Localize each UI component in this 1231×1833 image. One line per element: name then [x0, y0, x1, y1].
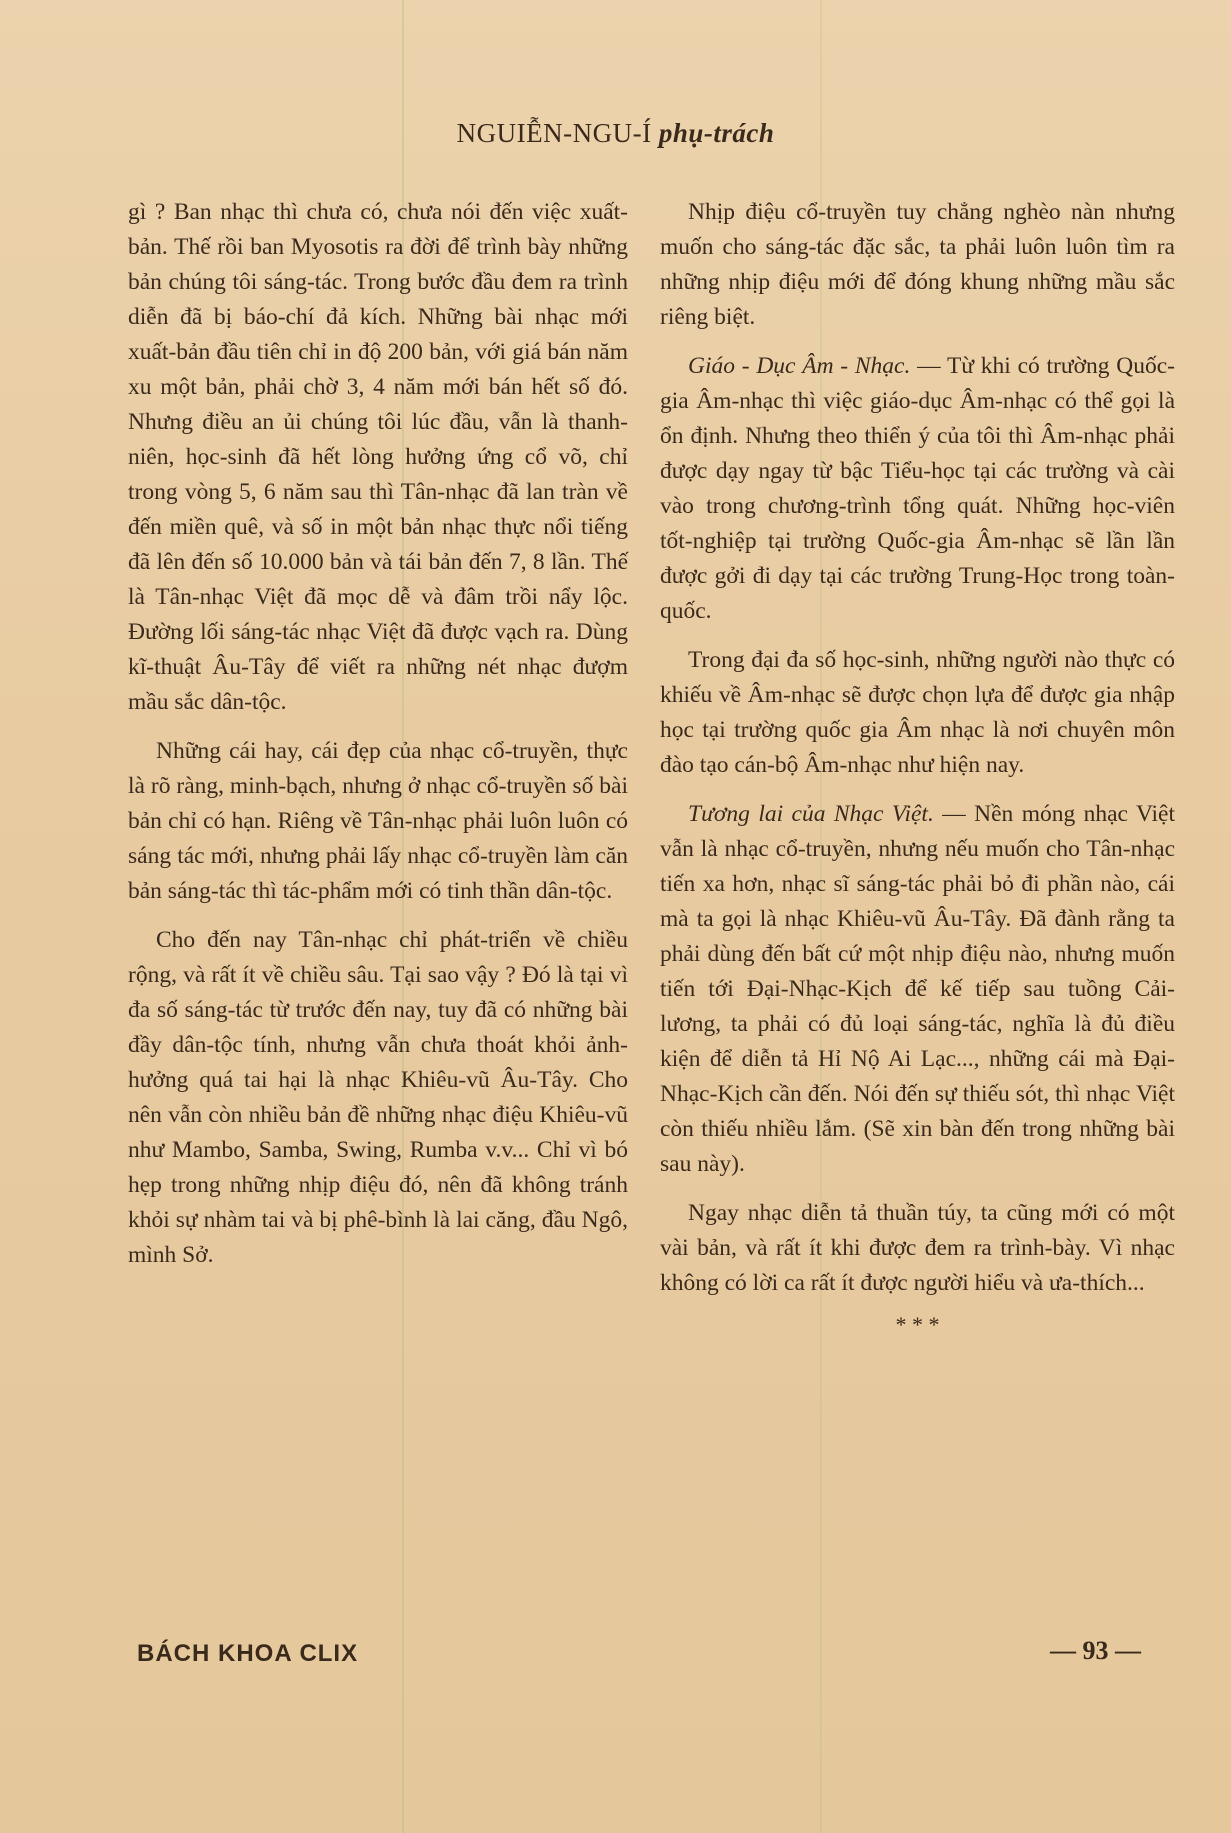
left-paragraph-2: Những cái hay, cái đẹp của nhạc cổ-truyền, thực là rõ ràng, minh-bạch, nhưng ở nhạc cổ-truyền số bài bản chỉ có hạn. Riêng về Tân-nhạc phải luôn luôn có sáng tác mới, nhưng phải lấy nhạc cổ-truyền làm căn bản sáng-tác thì tác-phẩm mới có tinh thần dân-tộc.: [128, 738, 628, 904]
section-heading-giao-duc: Giáo - Dục Âm - Nhạc.: [688, 353, 911, 379]
right-column: [660, 195, 1175, 1335]
right-paragraph-4: [660, 797, 1175, 1182]
header-role: phụ-trách: [658, 118, 775, 148]
footer-page-number: — 93 —: [1050, 1636, 1141, 1665]
header-author: NGUIỄN-NGU-Í: [456, 118, 652, 148]
right-paragraph-5: Ngay nhạc diễn tả thuần túy, ta cũng mới có một vài bản, và rất ít khi được đem ra trình-bày. Vì nhạc không có lời ca rất ít được người hiểu và ưa-thích...: [660, 1200, 1175, 1296]
right-paragraph-4-text: — Nền móng nhạc Việt vẫn là nhạc cổ-truyền, nhưng nếu muốn cho Tân-nhạc tiến xa hơn, nhạc sĩ sáng-tác phải bỏ đi phần nào, cái mà ta gọi là nhạc Khiêu-vũ Âu-Tây. Đã đành rằng ta phải dùng đến bất cứ một nhịp điệu nào, nhưng muốn tiến tới Đại-Nhạc-Kịch để kế tiếp sau tuồng Cải-lương, ta phải có đủ loại sáng-tác, nghĩa là đủ điều kiện để diễn tả Hỉ Nộ Ai Lạc..., những cái mà Đại-Nhạc-Kịch cần đến. Nói đến sự thiếu sót, thì nhạc Việt còn thiếu nhiều lắm. (Sẽ xin bàn đến trong những bài sau này).: [660, 801, 1175, 1177]
footer-magazine-name: BÁCH KHOA CLIX: [137, 1640, 359, 1667]
right-paragraph-2-text: — Từ khi có trường Quốc-gia Âm-nhạc thì việc giáo-dục Âm-nhạc có thể gọi là ổn định. Nhưng theo thiển ý của tôi thì Âm-nhạc phải được dạy ngay từ bậc Tiểu-học tại các trường và cài vào trong chương-trình tổng quát. Những học-viên tốt-nghiệp tại trường Quốc-gia Âm-nhạc sẽ lần lần được gởi đi dạy tại các trường Trung-Học trong toàn-quốc.: [660, 353, 1176, 624]
section-divider-stars: * * *: [895, 1312, 940, 1337]
right-paragraph-1: Nhịp điệu cổ-truyền tuy chẳng nghèo nàn nhưng muốn cho sáng-tác đặc sắc, ta phải luôn luôn tìm ra những nhịp điệu mới để đóng khung những mầu sắc riêng biệt.: [660, 199, 1175, 330]
left-column: [128, 195, 628, 1287]
left-paragraph-1: gì ? Ban nhạc thì chưa có, chưa nói đến việc xuất-bản. Thế rồi ban Myosotis ra đời để trình bày những bản chúng tôi sáng-tác. Trong bước đầu đem ra trình diễn đã bị báo-chí đả kích. Những bài nhạc mới xuất-bản đầu tiên chỉ in độ 200 bản, với giá bán năm xu một bản, phải chờ 3, 4 năm mới bán hết số đó. Nhưng điều an ủi chúng tôi lúc đầu, vẫn là thanh-niên, học-sinh đã hết lòng hưởng ứng cổ võ, chỉ trong vòng 5, 6 năm sau thì Tân-nhạc đã lan tràn về đến miền quê, và số in một bản nhạc thực nổi tiếng đã lên đến số 10.000 bản và tái bản đến 7, 8 lần. Thế là Tân-nhạc Việt đã mọc dễ và đâm trồi nẩy lộc. Đường lối sáng-tác nhạc Việt đã được vạch ra. Dùng kĩ-thuật Âu-Tây để viết ra những nét nhạc đượm mầu sắc dân-tộc.: [128, 199, 628, 715]
section-heading-tuong-lai: Tương lai của Nhạc Việt.: [688, 801, 934, 827]
right-paragraph-2: [660, 349, 1175, 629]
page-header: [0, 118, 1231, 149]
right-paragraph-3: Trong đại đa số học-sinh, những người nào thực có khiếu về Âm-nhạc sẽ được chọn lựa để được gia nhập học tại trường quốc gia Âm nhạc là nơi chuyên môn đào tạo cán-bộ Âm-nhạc như hiện nay.: [660, 647, 1175, 778]
left-paragraph-3: Cho đến nay Tân-nhạc chỉ phát-triển về chiều rộng, và rất ít về chiều sâu. Tại sao vậy ? Đó là tại vì đa số sáng-tác từ trước đến nay, tuy đã có những bài đầy dân-tộc tính, nhưng vẫn chưa thoát khỏi ảnh-hưởng quá tai hại là nhạc Khiêu-vũ Âu-Tây. Cho nên vẫn còn nhiều bản đề những nhạc điệu Khiêu-vũ như Mambo, Samba, Swing, Rumba v.v... Chỉ vì bó hẹp trong những nhịp điệu đó, nên đã không tránh khỏi sự nhàm tai và bị phê-bình là lai căng, đầu Ngô, mình Sở.: [128, 927, 628, 1268]
